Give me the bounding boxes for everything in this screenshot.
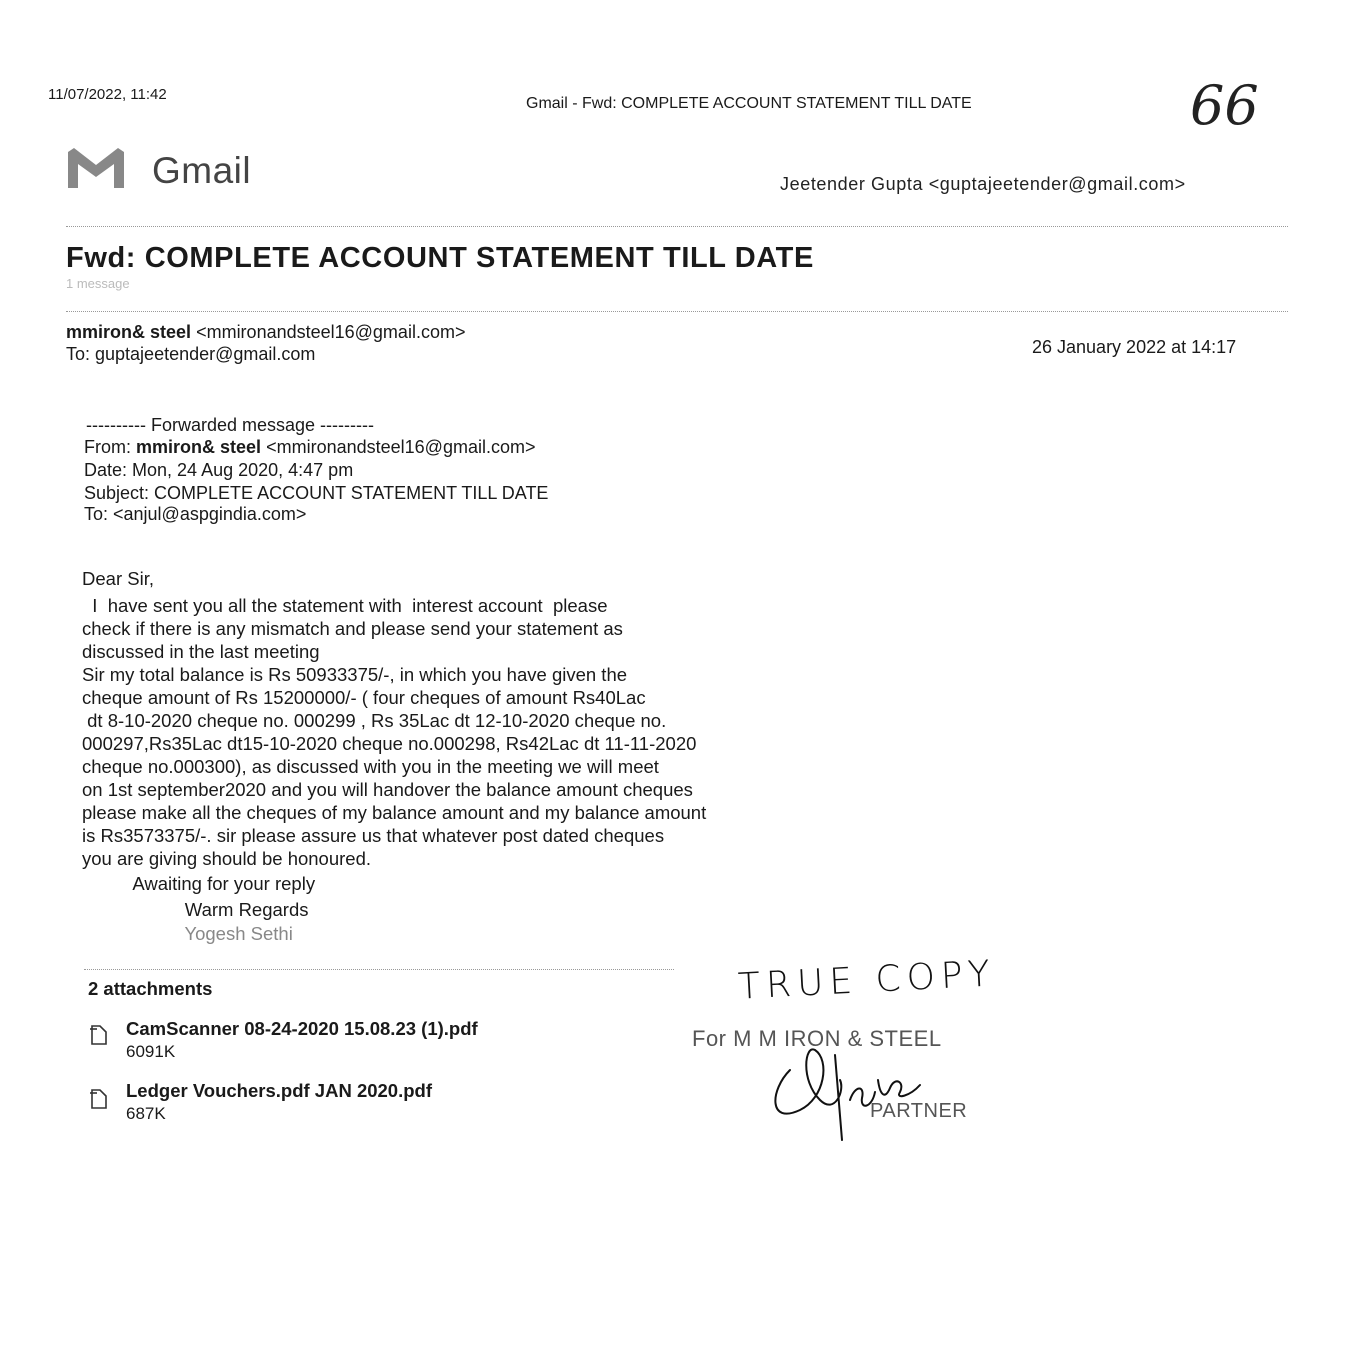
message-recipient: To: guptajeetender@gmail.com [66,344,316,364]
body-line: Yogesh Sethi [82,923,293,944]
stamp-firm-name: For M M IRON & STEEL [692,1026,942,1051]
body-line: check if there is any mismatch and please send your statement as [82,618,623,639]
print-timestamp: 11/07/2022, 11:42 [48,86,167,103]
message-date: 26 January 2022 at 14:17 [1032,337,1237,357]
attachment-icon [88,1086,110,1110]
forwarded-subject: Subject: COMPLETE ACCOUNT STATEMENT TILL DATE [84,483,549,503]
attachment-size: 6091K [126,1042,176,1061]
forwarded-to: To: <anjul@aspgindia.com> [84,504,307,524]
attachment-size: 687K [126,1104,166,1123]
subject-divider [66,311,1288,312]
body-line: Dear Sir, [82,568,154,589]
body-line: on 1st september2020 and you will handover the balance amount cheques [82,779,693,800]
gmail-logo-icon [66,146,126,190]
handwritten-page-number: 66 [1190,74,1259,137]
body-line: I have sent you all the statement with interest account please [82,595,608,616]
sender-name: mmiron& steel [66,322,192,342]
message-sender [66,322,465,343]
signature-icon [760,1030,930,1145]
message-count: 1 message [66,276,130,291]
print-page-title: Gmail - Fwd: COMPLETE ACCOUNT STATEMENT TILL DATE [526,95,972,112]
attachment-name[interactable]: Ledger Vouchers.pdf JAN 2020.pdf [126,1080,432,1101]
stamp-partner-label: PARTNER [870,1100,968,1122]
body-line: Warm Regards [82,899,309,920]
body-line: Sir my total balance is Rs 50933375/-, in which you have given the [82,664,628,685]
thread-subject: Fwd: COMPLETE ACCOUNT STATEMENT TILL DATE [66,242,814,274]
attachments-title: 2 attachments [88,978,213,999]
forwarded-from-email: <mmironandsteel16@gmail.com> [266,437,536,457]
true-copy-annotation: TRUE COPY [737,953,997,1008]
gmail-brand: Gmail [152,150,252,191]
body-line: please make all the cheques of my balance amount and my balance amount [82,802,707,823]
body-line: you are giving should be honoured. [82,848,372,869]
forwarded-from-name: mmiron& steel [136,437,262,457]
forwarded-header: ---------- Forwarded message --------- [86,415,374,435]
body-line: 000297,Rs35Lac dt15-10-2020 cheque no.000298, Rs42Lac dt 11-11-2020 [82,733,697,754]
attachment-name[interactable]: CamScanner 08-24-2020 15.08.23 (1).pdf [126,1018,478,1039]
body-line: is Rs3573375/-. sir please assure us that whatever post dated cheques [82,825,665,846]
forwarded-from-label: From: [84,437,131,457]
sender-email: <mmironandsteel16@gmail.com> [196,322,466,342]
body-line: cheque amount of Rs 15200000/- ( four cheques of amount Rs40Lac [82,687,646,708]
body-line: discussed in the last meeting [82,641,320,662]
forwarded-date: Date: Mon, 24 Aug 2020, 4:47 pm [84,460,354,480]
attachment-icon [88,1022,110,1046]
attachments-divider [84,969,674,970]
forwarded-from [84,436,535,458]
account-label: Jeetender Gupta <guptajeetender@gmail.com> [780,174,1186,194]
body-line: Awaiting for your reply [82,873,316,894]
header-divider [66,226,1288,227]
body-line: dt 8-10-2020 cheque no. 000299 , Rs 35Lac dt 12-10-2020 cheque no. [82,710,667,731]
body-line: cheque no.000300), as discussed with you in the meeting we will meet [82,756,659,777]
